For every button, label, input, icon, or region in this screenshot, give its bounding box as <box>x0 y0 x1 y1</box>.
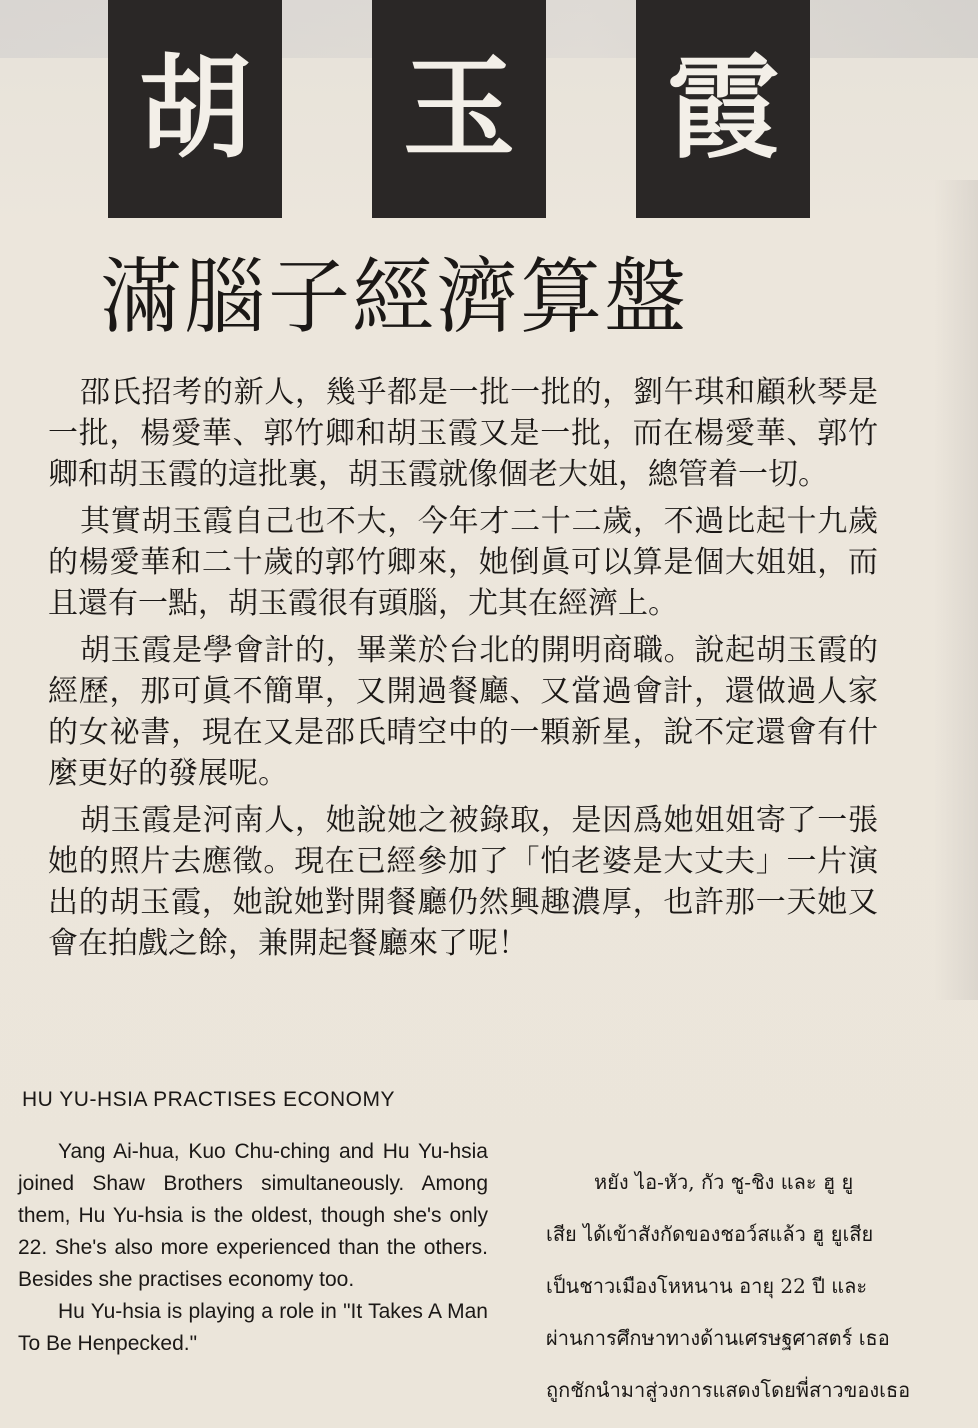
right-edge-bleed <box>934 180 978 1000</box>
title-char-block-2 <box>372 0 546 218</box>
thai-article-body <box>546 1156 946 1416</box>
english-heading: HU YU-HSIA PRACTISES ECONOMY <box>22 1088 396 1111</box>
english-paragraph-1: Yang Ai-hua, Kuo Chu-ching and Hu Yu-hsia joined Shaw Brothers simultaneously. Among them, Hu Yu-hsia is the oldest, though she's only 22. She's also more experienced than the others. Besides she practises economy too. <box>18 1140 488 1291</box>
chinese-paragraph-1: 邵氏招考的新人，幾乎都是一批一批的，劉午琪和顧秋琴是一批，楊愛華、郭竹卿和胡玉霞又是一批，而在楊愛華、郭竹卿和胡玉霞的這批裏，胡玉霞就像個老大姐，總管着一切。 <box>48 375 878 492</box>
thai-line-2: เสีย ได้เข้าสังกัดของชอว์สแล้ว ฮู ยูเสีย <box>546 1222 874 1246</box>
title-char-3: 霞 <box>667 44 779 174</box>
thai-line-1: หยัง ไอ-หัว, กัว ชู-ชิง และ ฮู ยู <box>594 1170 854 1194</box>
chinese-paragraph-4: 胡玉霞是河南人，她說她之被錄取，是因爲她姐姐寄了一張她的照片去應徵。現在已經參加了「怕老婆是大丈夫」一片演出的胡玉霞，她說她對開餐廳仍然興趣濃厚，也許那一天她又會在拍戲之餘，兼開起餐廳來了呢！ <box>48 803 878 961</box>
title-char-1: 胡 <box>139 44 251 174</box>
chinese-article-body <box>48 372 878 964</box>
english-paragraph-2: Hu Yu-hsia is playing a role in "It Takes A Man To Be Henpecked." <box>18 1300 488 1355</box>
thai-line-3: เป็นชาวเมืองโหหนาน อายุ 22 ปี และ <box>546 1274 868 1298</box>
chinese-paragraph-3: 胡玉霞是學會計的，畢業於台北的開明商職。說起胡玉霞的經歷，那可眞不簡單，又開過餐廳、又當過會計，還做過人家的女祕書，現在又是邵氏晴空中的一顆新星，說不定還會有什麼更好的發展呢。 <box>48 633 878 791</box>
article-subtitle: 滿腦子經濟算盤 <box>100 250 689 345</box>
chinese-paragraph-2: 其實胡玉霞自己也不大，今年才二十二歲，不過比起十九歲的楊愛華和二十歲的郭竹卿來，她倒眞可以算是個大姐姐，而且還有一點，胡玉霞很有頭腦，尤其在經濟上。 <box>48 504 878 621</box>
title-char-block-1 <box>108 0 282 218</box>
thai-line-4: ผ่านการศึกษาทางด้านเศรษฐศาสตร์ เธอ <box>546 1326 890 1350</box>
title-char-2: 玉 <box>403 44 515 174</box>
title-name-blocks <box>0 0 978 220</box>
thai-line-5: ถูกชักนำมาสู่วงการแสดงโดยพี่สาวของเธอ <box>546 1378 911 1402</box>
title-char-block-3 <box>636 0 810 218</box>
english-article-body <box>18 1136 488 1360</box>
